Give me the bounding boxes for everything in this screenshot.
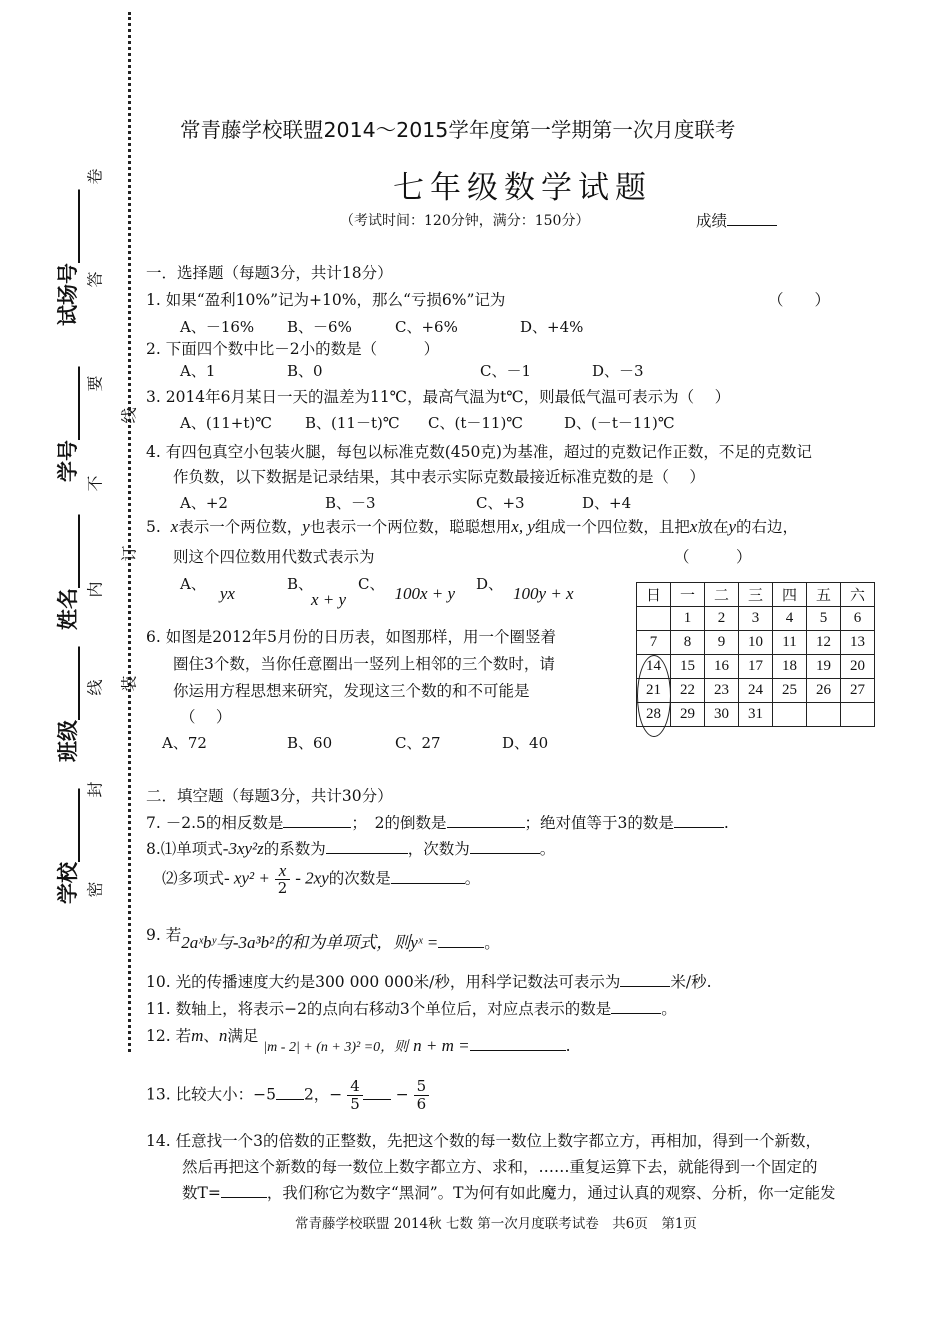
seal-char: 线 <box>119 407 139 424</box>
weekday-header: 日 <box>637 583 671 607</box>
q4-option-b: B、－3 <box>325 494 376 512</box>
q1-option-a: A、－16% <box>180 318 255 336</box>
q2-option-b: B、0 <box>287 362 323 380</box>
q12: 12. 若m、n满足 |m - 2| + (n + 3)² =0，则 n + m = . <box>146 1026 571 1055</box>
calendar-day: 23 <box>705 679 739 703</box>
exam-title: 常青藤学校联盟2014～2015学年度第一学期第一次月度联考 <box>180 118 736 142</box>
seal-char: 线 <box>85 679 105 696</box>
calendar-day: 31 <box>739 703 773 727</box>
q14-line3: 数T= ，我们称它为数字“黑洞”。T为何有如此魔力，通过认真的观察、分析，你一定能发 <box>182 1184 836 1202</box>
calendar-day: 8 <box>671 631 705 655</box>
calendar-day <box>773 703 807 727</box>
q1-stem: 1. 如果“盈利10%”记为+10%，那么“亏损6%”记为 <box>146 291 506 309</box>
calendar-day: 9 <box>705 631 739 655</box>
q4-option-d: D、+4 <box>582 494 632 512</box>
q4-option-c: C、+3 <box>476 494 525 512</box>
seal-char: 封 <box>85 781 105 798</box>
exam-room-field: 试场号_______ <box>56 189 80 326</box>
calendar-week-row <box>637 703 875 727</box>
q2-option-c: C、－1 <box>480 362 532 380</box>
q4-option-a: A、+2 <box>180 494 228 512</box>
section1-heading: 一．选择题（每题3分，共计18分） <box>146 264 393 282</box>
calendar-day <box>841 703 875 727</box>
page-footer: 常青藤学校联盟 2014秋 七数 第一次月度联考试卷 共6页 第1页 <box>295 1216 697 1232</box>
q14-line1: 14. 任意找一个3的倍数的正整数，先把这个数的每一数位上数字都立方，再相加，得到一个新数， <box>146 1132 821 1150</box>
q5-option-b: B、 x + y <box>287 575 347 609</box>
q5-stem-line1: 5. x表示一个两位数，y也表示一个两位数，聪聪想用x, y组成一个四位数，且把x放在y的右边， <box>146 517 799 536</box>
calendar-day: 1 <box>671 607 705 631</box>
exam-info: （考试时间：120分钟，满分：150分） <box>340 213 590 229</box>
calendar-day: 29 <box>671 703 705 727</box>
calendar-day: 18 <box>773 655 807 679</box>
class-field: 班级_______ <box>56 646 80 762</box>
q4-stem-line1: 4. 有四包真空小包装火腿，每包以标准克数(450克)为基准，超过的克数记作正数，不足的克数记 <box>146 443 812 461</box>
name-field: 姓名_______ <box>56 514 80 630</box>
q4-stem-line2: 作负数，以下数据是记录结果，其中表示实际克数最接近标准克数的是（ ） <box>173 468 705 486</box>
calendar-day: 20 <box>841 655 875 679</box>
section2-heading: 二．填空题（每题3分，共计30分） <box>146 787 393 805</box>
student-id-field: 学号_______ <box>56 366 80 482</box>
q10: 10. 光的传播速度大约是300 000 000米/秒，用科学记数法可表示为 米/秒. <box>146 973 712 991</box>
weekday-header: 四 <box>773 583 807 607</box>
calendar-day <box>637 607 671 631</box>
paper-subject-title: 七年级数学试题 <box>393 170 652 206</box>
q6-option-b: B、60 <box>287 734 333 752</box>
seal-char: 要 <box>85 375 105 392</box>
q2-option-d: D、－3 <box>592 362 644 380</box>
q6-stem-line1: 6. 如图是2012年5月份的日历表，如图那样，用一个圈竖着 <box>146 628 557 646</box>
calendar-day: 14 <box>637 655 671 679</box>
calendar-day: 19 <box>807 655 841 679</box>
q8-part2: ⑵多项式- xy² + $\frac{x}{2}$ - 2xy的次数是 。 <box>162 861 481 897</box>
calendar-day: 13 <box>841 631 875 655</box>
score-field: 成绩 <box>696 209 777 231</box>
calendar-day: 25 <box>773 679 807 703</box>
q9: 9. 若2aˣbʸ与-3a³b²的和为单项式，则yˣ = 。 <box>146 926 500 952</box>
calendar-day: 11 <box>773 631 807 655</box>
calendar-day: 30 <box>705 703 739 727</box>
q5-stem-line2: 则这个四位数用代数式表示为 <box>173 548 375 566</box>
seal-char: 订 <box>119 545 139 562</box>
calendar-day: 10 <box>739 631 773 655</box>
may-2012-calendar <box>636 582 875 727</box>
calendar-day: 3 <box>739 607 773 631</box>
calendar-day: 21 <box>637 679 671 703</box>
seal-char: 装 <box>119 675 139 692</box>
q3-option-c: C、(t－11)℃ <box>428 414 524 432</box>
weekday-header: 三 <box>739 583 773 607</box>
weekday-header: 五 <box>807 583 841 607</box>
q1-answer-paren: （ ） <box>768 291 831 309</box>
q14-line2: 然后再把这个新数的每一数位上数字都立方、求和，……重复运算下去，就能得到一个固定的 <box>182 1158 818 1176</box>
q6-stem-line2: 圈住3个数，当你任意圈出一竖列上相邻的三个数时，请 <box>173 655 555 673</box>
calendar-day: 28 <box>637 703 671 727</box>
calendar-header-row <box>637 583 875 607</box>
calendar-day: 16 <box>705 655 739 679</box>
weekday-header: 二 <box>705 583 739 607</box>
q5-option-d: D、 100y + x <box>476 575 574 603</box>
calendar-day: 26 <box>807 679 841 703</box>
calendar-day: 24 <box>739 679 773 703</box>
calendar-day: 27 <box>841 679 875 703</box>
seal-char: 卷 <box>85 168 105 185</box>
q8-part1: 8.⑴单项式-3xy²z的系数为 ，次数为 。 <box>146 839 556 858</box>
q5-option-c: C、 100x + y <box>358 575 456 603</box>
seal-char: 内 <box>85 581 105 598</box>
seal-char: 不 <box>85 475 105 492</box>
calendar-day <box>807 703 841 727</box>
q1-option-d: D、+4% <box>520 318 584 336</box>
calendar-week-row <box>637 679 875 703</box>
calendar-week-row <box>637 607 875 631</box>
q6-option-a: A、72 <box>162 734 207 752</box>
calendar-day: 17 <box>739 655 773 679</box>
seal-char: 密 <box>85 881 105 898</box>
calendar-day: 22 <box>671 679 705 703</box>
seal-char: 答 <box>85 271 105 288</box>
calendar-day: 15 <box>671 655 705 679</box>
fraction: $\frac{4}{5}$ <box>347 1078 363 1113</box>
q1-option-b: B、－6% <box>287 318 352 336</box>
q2-stem: 2. 下面四个数中比－2小的数是（ ） <box>146 340 440 358</box>
q5-option-a: A、 yx <box>180 575 235 603</box>
school-field: 学校_______ <box>56 788 80 904</box>
calendar-day: 2 <box>705 607 739 631</box>
q1-option-c: C、+6% <box>395 318 458 336</box>
q6-option-c: C、27 <box>395 734 441 752</box>
q3-option-a: A、(11+t)℃ <box>180 414 272 432</box>
q6-option-d: D、40 <box>502 734 549 752</box>
calendar-day: 5 <box>807 607 841 631</box>
q6-answer-paren: （ ） <box>180 708 232 726</box>
calendar-day: 6 <box>841 607 875 631</box>
q13: 13. 比较大小：−5 2，− $\frac{4}{5}$ − $\frac{5}{6}$ <box>146 1078 429 1113</box>
q3-option-d: D、(－t－11)℃ <box>564 414 675 432</box>
weekday-header: 六 <box>841 583 875 607</box>
q5-answer-paren: （ ） <box>674 548 752 566</box>
fraction: $\frac{5}{6}$ <box>414 1078 430 1113</box>
calendar-week-row <box>637 631 875 655</box>
fraction: $\frac{x}{2}$ <box>275 862 291 897</box>
q3-stem: 3. 2014年6月某日一天的温差为11℃，最高气温为t℃，则最低气温可表示为（ ） <box>146 388 731 406</box>
calendar-week-row <box>637 655 875 679</box>
circled-column-oval <box>637 655 671 737</box>
calendar-day: 12 <box>807 631 841 655</box>
q6-stem-line3: 你运用方程思想来研究，发现这三个数的和不可能是 <box>173 682 530 700</box>
q11: 11. 数轴上，将表示−2的点向右移动3个单位后，对应点表示的数是 。 <box>146 1000 677 1018</box>
q7: 7. －2.5的相反数是 ； 2的倒数是 ；绝对值等于3的数是 . <box>146 814 729 832</box>
calendar-day: 7 <box>637 631 671 655</box>
calendar-day: 4 <box>773 607 807 631</box>
binding-dotted-line <box>128 12 131 1052</box>
weekday-header: 一 <box>671 583 705 607</box>
q2-option-a: A、1 <box>180 362 216 380</box>
q3-option-b: B、(11－t)℃ <box>305 414 400 432</box>
